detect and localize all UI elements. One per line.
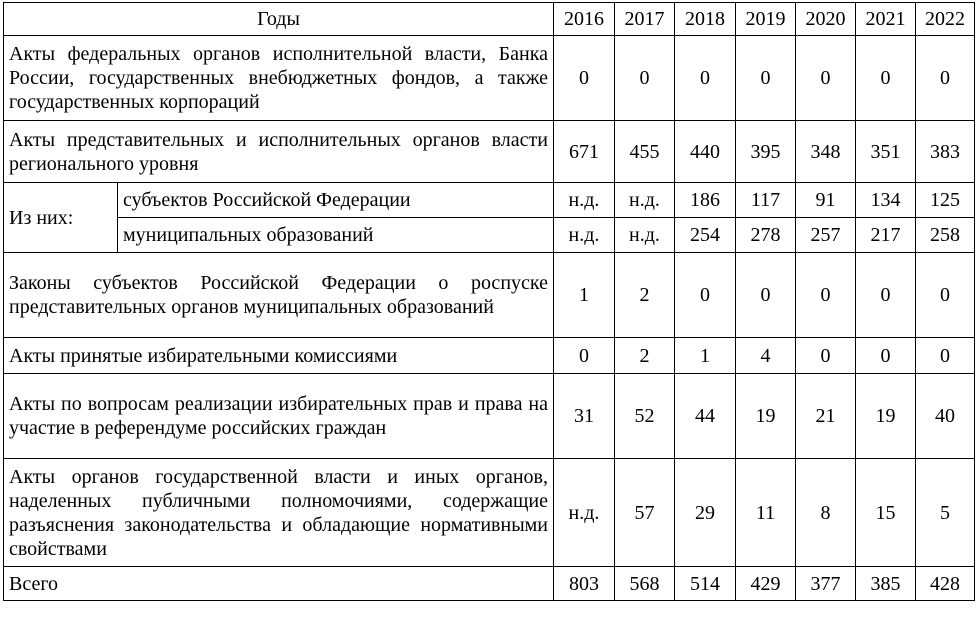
table-cell: 91 — [796, 183, 856, 218]
year-header-2019: 2019 — [736, 3, 796, 36]
table-cell: 0 — [554, 36, 615, 121]
year-header-2016: 2016 — [554, 3, 615, 36]
row-label: Законы субъектов Российской Федерации о роспуске представительных органов муниципальных образований — [4, 253, 554, 338]
row-label: Акты по вопросам реализации избирательных прав и права на участие в референдуме российских граждан — [4, 374, 554, 459]
table-cell: 0 — [796, 36, 856, 121]
table-row — [4, 338, 975, 374]
table-cell: н.д. — [615, 183, 675, 218]
table-cell: 57 — [615, 459, 675, 567]
year-header-2022: 2022 — [916, 3, 975, 36]
table-cell: 278 — [736, 218, 796, 253]
table-cell: 351 — [856, 121, 916, 183]
year-header-2020: 2020 — [796, 3, 856, 36]
table-cell: 5 — [916, 459, 975, 567]
table-row — [4, 36, 975, 121]
table-cell: 0 — [856, 253, 916, 338]
table-cell: 0 — [675, 36, 736, 121]
table-cell: 0 — [736, 36, 796, 121]
years-header-label: Годы — [4, 3, 554, 36]
table-cell: 29 — [675, 459, 736, 567]
table-cell: 31 — [554, 374, 615, 459]
sub-row-label: муниципальных образований — [118, 218, 554, 253]
total-cell: 428 — [916, 567, 975, 601]
year-header-2021: 2021 — [856, 3, 916, 36]
table-cell: 257 — [796, 218, 856, 253]
table-cell: 0 — [916, 338, 975, 374]
row-label: Акты федеральных органов исполнительной власти, Банка России, государственных внебюджетных фондов, а также государственных корпораций — [4, 36, 554, 121]
table-row — [4, 121, 975, 183]
total-label: Всего — [4, 567, 554, 601]
table-cell: 258 — [916, 218, 975, 253]
table-cell: 0 — [916, 253, 975, 338]
total-row — [4, 567, 975, 601]
table-cell: 40 — [916, 374, 975, 459]
table-cell: 395 — [736, 121, 796, 183]
table-cell: 19 — [856, 374, 916, 459]
table-cell: 21 — [796, 374, 856, 459]
table-cell: 0 — [554, 338, 615, 374]
table-cell: 217 — [856, 218, 916, 253]
table-row — [4, 218, 975, 253]
table-cell: 1 — [675, 338, 736, 374]
table-row — [4, 459, 975, 567]
table-cell: 671 — [554, 121, 615, 183]
total-cell: 568 — [615, 567, 675, 601]
table-cell: н.д. — [554, 183, 615, 218]
table-cell: 15 — [856, 459, 916, 567]
table-cell: 8 — [796, 459, 856, 567]
table-cell: 19 — [736, 374, 796, 459]
total-cell: 803 — [554, 567, 615, 601]
table-cell: 0 — [615, 36, 675, 121]
year-header-2017: 2017 — [615, 3, 675, 36]
table-cell: н.д. — [554, 459, 615, 567]
table-cell: 2 — [615, 338, 675, 374]
table-cell: 0 — [796, 253, 856, 338]
year-header-2018: 2018 — [675, 3, 736, 36]
table-cell: 4 — [736, 338, 796, 374]
table-cell: 44 — [675, 374, 736, 459]
table-cell: 186 — [675, 183, 736, 218]
header-row — [4, 3, 975, 36]
table-cell: 134 — [856, 183, 916, 218]
row-label: Акты принятые избирательными комиссиями — [4, 338, 554, 374]
table-cell: 117 — [736, 183, 796, 218]
sub-row-label: субъектов Российской Федерации — [118, 183, 554, 218]
table-cell: 1 — [554, 253, 615, 338]
table-cell: 0 — [675, 253, 736, 338]
table-cell: 254 — [675, 218, 736, 253]
table-cell: 2 — [615, 253, 675, 338]
table-cell: 52 — [615, 374, 675, 459]
table-cell: 455 — [615, 121, 675, 183]
table-row — [4, 374, 975, 459]
table-cell: 0 — [736, 253, 796, 338]
table-cell: 383 — [916, 121, 975, 183]
table-cell: н.д. — [554, 218, 615, 253]
table-cell: 0 — [856, 36, 916, 121]
table-cell: 125 — [916, 183, 975, 218]
row-label: Акты органов государственной власти и иных органов, наделенных публичными полномочиями, содержащие разъяснения законодательства и обладающие нормативными свойствами — [4, 459, 554, 567]
total-cell: 514 — [675, 567, 736, 601]
group-label: Из них: — [4, 183, 118, 253]
table-cell: н.д. — [615, 218, 675, 253]
table-row — [4, 253, 975, 338]
table-row — [4, 183, 975, 218]
table-cell: 348 — [796, 121, 856, 183]
total-cell: 429 — [736, 567, 796, 601]
table-cell: 0 — [796, 338, 856, 374]
table-cell: 11 — [736, 459, 796, 567]
table-cell: 440 — [675, 121, 736, 183]
table-cell: 0 — [856, 338, 916, 374]
row-label: Акты представительных и исполнительных органов власти регионального уровня — [4, 121, 554, 183]
total-cell: 385 — [856, 567, 916, 601]
statistics-table — [3, 2, 975, 601]
total-cell: 377 — [796, 567, 856, 601]
table-cell: 0 — [916, 36, 975, 121]
